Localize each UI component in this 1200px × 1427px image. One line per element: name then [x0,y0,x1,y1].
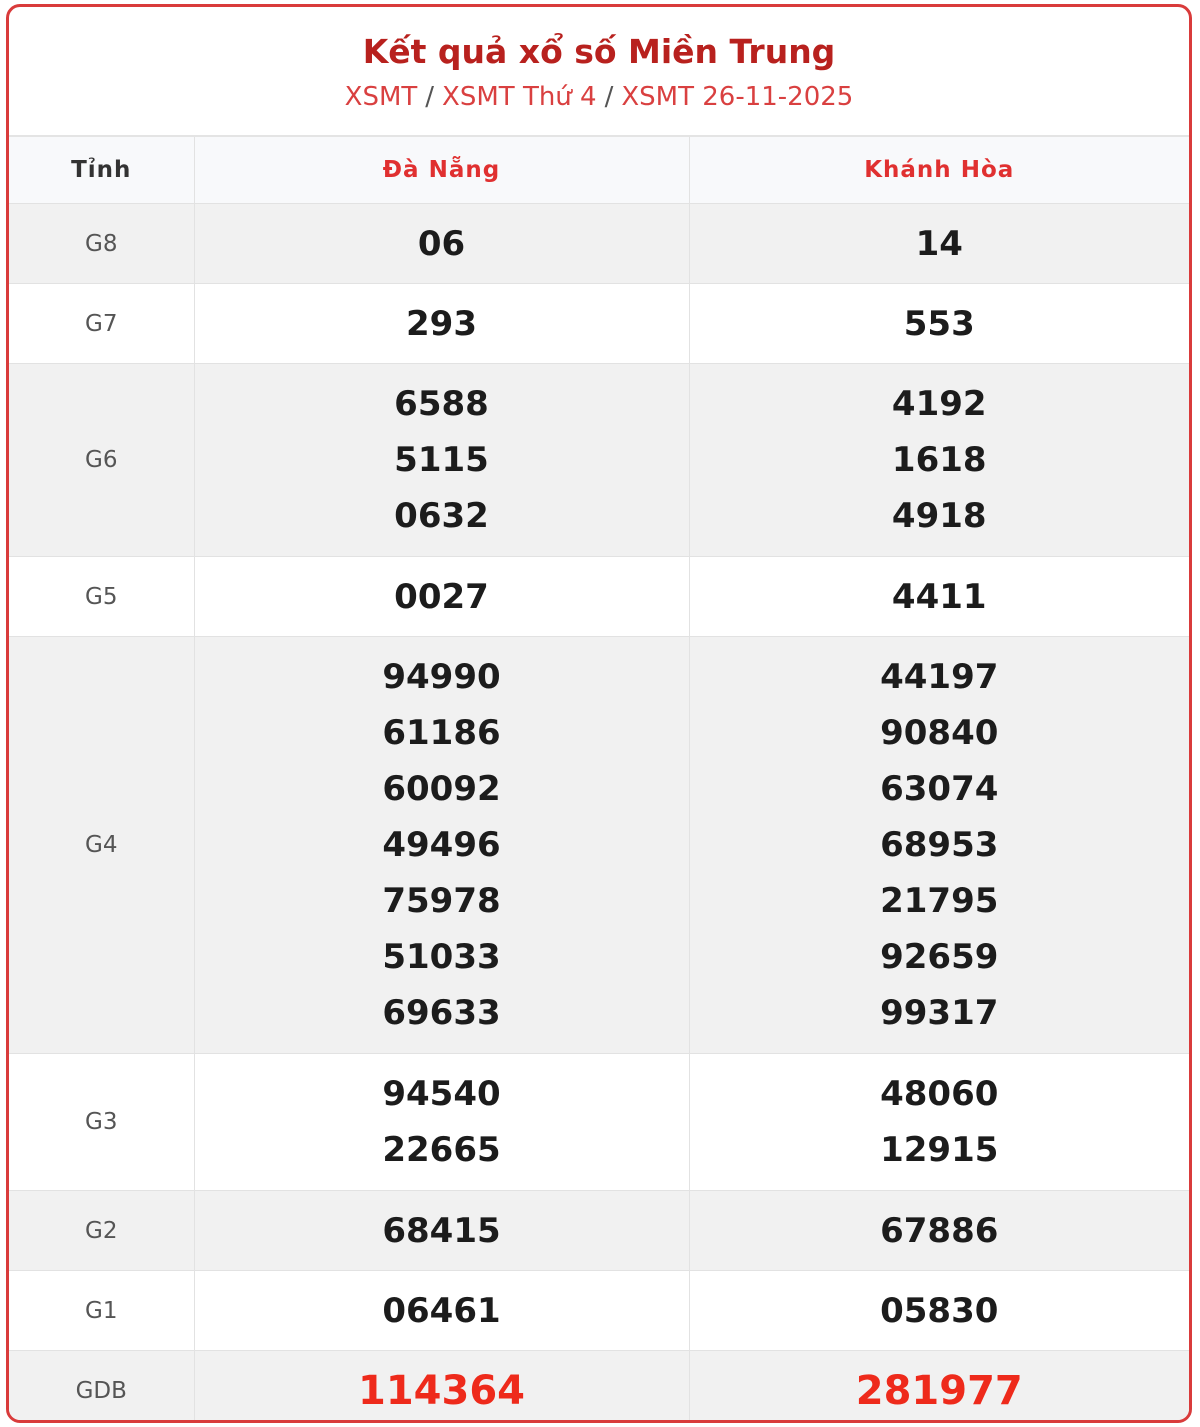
prize-label: G6 [9,364,194,557]
breadcrumb-separator: / [604,82,614,112]
result-cell [689,637,1189,1054]
result-cell [689,1054,1189,1191]
column-header-province: Tỉnh [9,137,194,204]
result-number: 94540 [382,1074,501,1114]
results-body [9,204,1189,1424]
prize-label: GDB [9,1351,194,1424]
result-cell [689,204,1189,284]
result-number: 75978 [382,881,501,921]
breadcrumb-link-xsmt-thu-4[interactable]: XSMT Thứ 4 [442,82,597,112]
result-cell [194,557,689,637]
result-number: 92659 [880,937,999,977]
result-number: 14 [915,223,963,264]
prize-row-g2 [9,1191,1189,1271]
special-prize-number: 281977 [855,1367,1023,1414]
page-title: Kết quả xổ số Miền Trung [362,32,836,71]
prize-row-g4 [9,637,1189,1054]
result-number: 60092 [382,769,501,809]
prize-row-g1 [9,1271,1189,1351]
prize-label: G7 [9,284,194,364]
result-number: 69633 [382,993,501,1033]
result-number: 0027 [394,576,489,617]
result-number: 48060 [880,1074,999,1114]
result-number: 49496 [382,825,501,865]
prize-row-g6 [9,364,1189,557]
results-header [9,7,1189,137]
result-cell [194,637,689,1054]
result-cell [689,1191,1189,1271]
prize-label: G1 [9,1271,194,1351]
prize-row-gdb [9,1351,1189,1424]
breadcrumb-link-date[interactable]: XSMT 26-11-2025 [621,82,854,112]
result-number: 67886 [880,1210,999,1251]
prize-label: G5 [9,557,194,637]
result-number: 99317 [880,993,999,1033]
result-cell [689,1351,1189,1424]
result-cell [194,364,689,557]
result-number: 0632 [394,496,489,536]
result-number: 90840 [880,713,999,753]
result-cell [194,1054,689,1191]
result-number: 94990 [382,657,501,697]
result-cell [689,1271,1189,1351]
result-number: 61186 [382,713,501,753]
prize-label: G2 [9,1191,194,1271]
result-number: 12915 [880,1130,999,1170]
results-table [9,137,1189,1423]
result-cell [689,364,1189,557]
result-number: 21795 [880,881,999,921]
breadcrumb-link-xsmt[interactable]: XSMT [344,82,418,112]
prize-label: G8 [9,204,194,284]
special-prize-number: 114364 [358,1367,525,1414]
result-number: 68953 [880,825,999,865]
result-number: 553 [903,303,975,344]
result-cell [194,1351,689,1424]
result-number: 06461 [382,1290,501,1331]
result-cell [194,1191,689,1271]
result-number: 4411 [891,576,987,617]
result-number: 4192 [891,384,987,424]
prize-row-g3 [9,1054,1189,1191]
result-number: 06 [417,223,466,264]
prize-label: G4 [9,637,194,1054]
result-number: 1618 [891,440,987,480]
result-number: 05830 [880,1290,999,1331]
result-number: 44197 [880,657,999,697]
result-number: 22665 [382,1130,501,1170]
table-header-row [9,137,1189,204]
result-cell [194,204,689,284]
column-header-da-nang[interactable]: Đà Nẵng [194,137,689,204]
column-header-khanh-hoa[interactable]: Khánh Hòa [689,137,1189,204]
prize-row-g7 [9,284,1189,364]
prize-row-g5 [9,557,1189,637]
result-cell [689,284,1189,364]
result-cell [194,1271,689,1351]
result-cell [689,557,1189,637]
result-number: 51033 [382,937,501,977]
prize-label: G3 [9,1054,194,1191]
result-number: 68415 [382,1210,501,1251]
result-number: 293 [406,303,477,344]
prize-row-g8 [9,204,1189,284]
result-number: 5115 [394,440,489,480]
breadcrumb [9,81,1189,113]
result-number: 6588 [394,384,489,424]
result-number: 4918 [891,496,987,536]
result-number: 63074 [880,769,999,809]
breadcrumb-separator: / [425,82,435,112]
result-cell [194,284,689,364]
results-card [6,4,1192,1423]
